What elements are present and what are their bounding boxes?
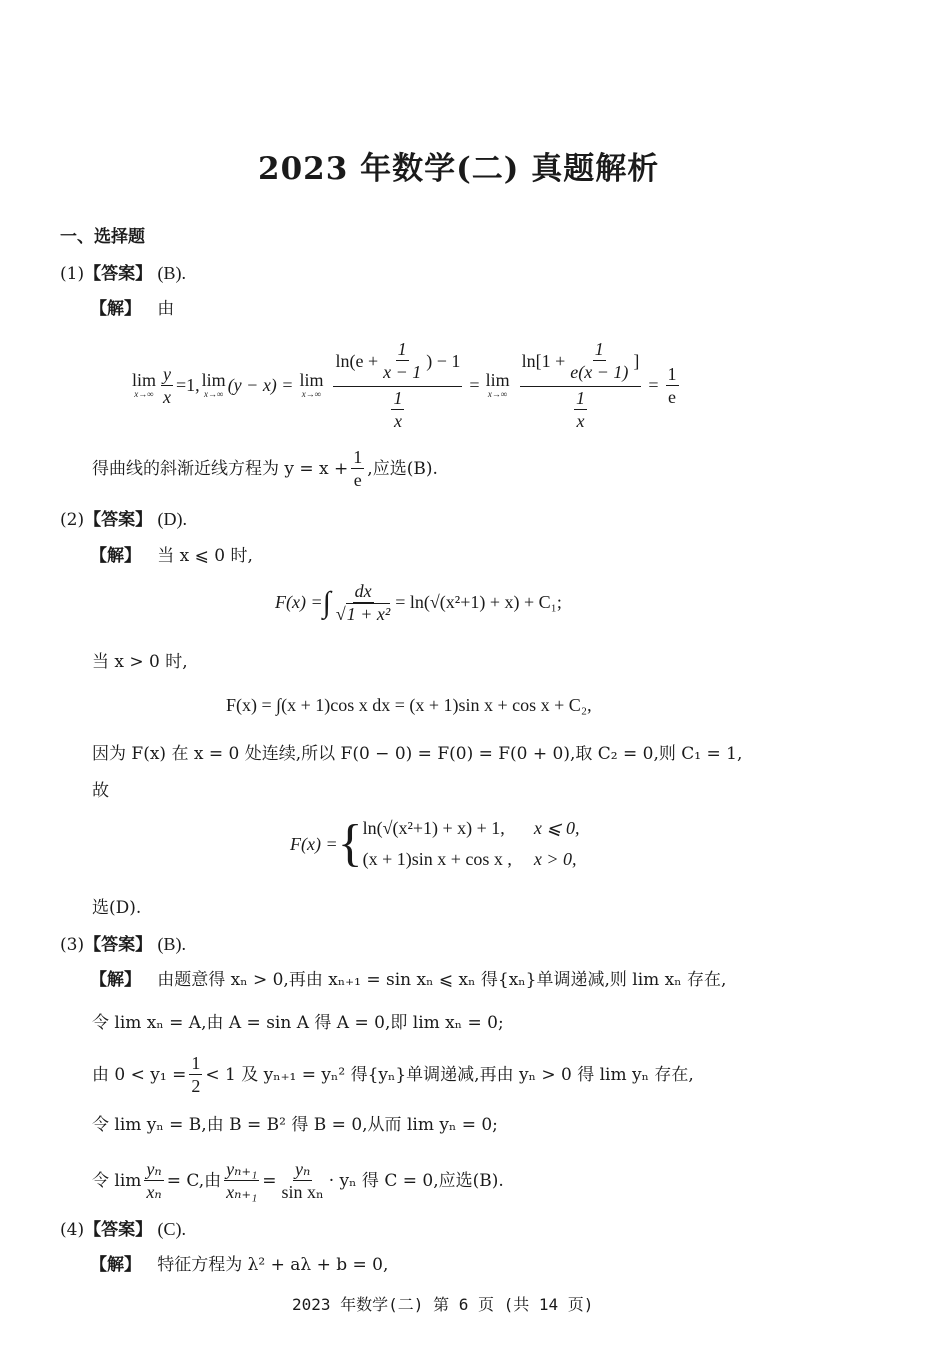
q2-continuity: 因为 F(x) 在 x = 0 处连续,所以 F(0 − 0) = F(0) = F(0 + 0),取 C₂ = 0,则 C₁ = 1, [92, 744, 743, 764]
q1-solution-intro [90, 298, 174, 320]
lim-op: lim x→∞ [299, 370, 324, 399]
lim-op: lim x→∞ [201, 370, 226, 399]
q4-line-1: 【解】 特征方程为 λ² + aλ + b = 0, [90, 1255, 389, 1275]
q2-case2-intro: 当 x > 0 时, [92, 652, 188, 672]
eq-text: (y − x) = [227, 374, 294, 395]
result-fraction: $\frac{1}{e}$ [667, 363, 677, 407]
q3-line-3: 由 0 < y₁ = $\frac{1}{2}$ < 1 及 yₙ₊₁ = yₙ² 得{yₙ}单调递减,再由 yₙ > 0 得 lim yₙ 存在, [92, 1053, 694, 1096]
solution-label: 【解】 [90, 299, 141, 319]
q2-therefore: 故 [92, 781, 109, 801]
page-footer: 2023 年数学(二) 第 6 页 (共 14 页) [292, 1295, 594, 1314]
fraction: $\frac{y}{x}$ [163, 363, 172, 407]
q3-line-4: 令 lim yₙ = B,由 B = B² 得 B = 0,从而 lim yₙ = 0; [92, 1115, 498, 1135]
lim-op: lim x→∞ [485, 370, 510, 399]
q1-limit-equation: lim x→∞ $\frac{y}{x}$ =1, lim x→∞ (y − x) = lim x→∞ ln(e + $\frac{1}{x - 1}$ ) − 1 $\frac{1}{x}$ = lim x→∞ ln[1 + $\frac{1}{e(x - 1)}$ ] $\frac{1}{x}$ = $\frac{1}{e}$ [132, 339, 677, 431]
q4-answer-line: (4)【答案】 (C). [60, 1219, 186, 1240]
q1-number: (1) [60, 264, 85, 284]
q1-answer-line [60, 262, 186, 285]
big-fraction-1: ln(e + $\frac{1}{x - 1}$ ) − 1 $\frac{1}{x}$ [335, 339, 461, 431]
q3-answer-line: (3)【答案】 (B). [60, 934, 186, 955]
q3-line-5: 令 lim $\frac{\text{yₙ}}{\text{xₙ}}$ = C,由 $\frac{\text{yₙ₊₁}}{\text{xₙ₊₁}}$ = $\frac{\text{yₙ}}{\text{sin xₙ}}$ · yₙ 得 C = 0,应选(B). [92, 1159, 504, 1202]
answer-label: 【答案】 [84, 264, 153, 284]
q1-conclusion: 得曲线的斜渐近线方程为 y = x + $\frac{1}{e}$ ,应选(B). [92, 447, 438, 490]
big-fraction-2: ln[1 + $\frac{1}{e(x - 1)}$ ] $\frac{1}{x}$ [521, 339, 640, 431]
q2-choose: 选(D). [92, 898, 142, 918]
q1-intro-text: 由 [157, 299, 175, 319]
q2-equation-1: F(x) = ∫ $\frac{dx}{\text{√1 + x²}}$ = ln(√(x²+1) + x) + C₁; [275, 581, 562, 624]
q1-answer: (B). [157, 263, 186, 283]
q2-case1-intro: 【解】 当 x ⩽ 0 时, [90, 546, 253, 566]
lim-op: lim x→∞ [132, 370, 157, 399]
q2-equation-2: F(x) = ∫(x + 1)cos x dx = (x + 1)sin x + cos x + C₂, [226, 695, 592, 715]
eq-text: =1, [176, 374, 200, 395]
page-title: 2023 年数学(二) 真题解析 [258, 151, 660, 187]
q2-piecewise: F(x) = { ln(√(x²+1) + x) + 1, x ⩽ 0, (x + 1)sin x + cos x , x > 0, [290, 815, 580, 872]
q3-line-2: 令 lim xₙ = A,由 A = sin A 得 A = 0,即 lim xₙ = 0; [92, 1013, 504, 1033]
q3-line-1: 【解】 由题意得 xₙ > 0,再由 xₙ₊₁ = sin xₙ ⩽ xₙ 得{xₙ}单调递减,则 lim xₙ 存在, [90, 970, 727, 990]
section-heading: 一、选择题 [60, 227, 145, 247]
q2-answer-line: (2)【答案】 (D). [60, 509, 187, 530]
